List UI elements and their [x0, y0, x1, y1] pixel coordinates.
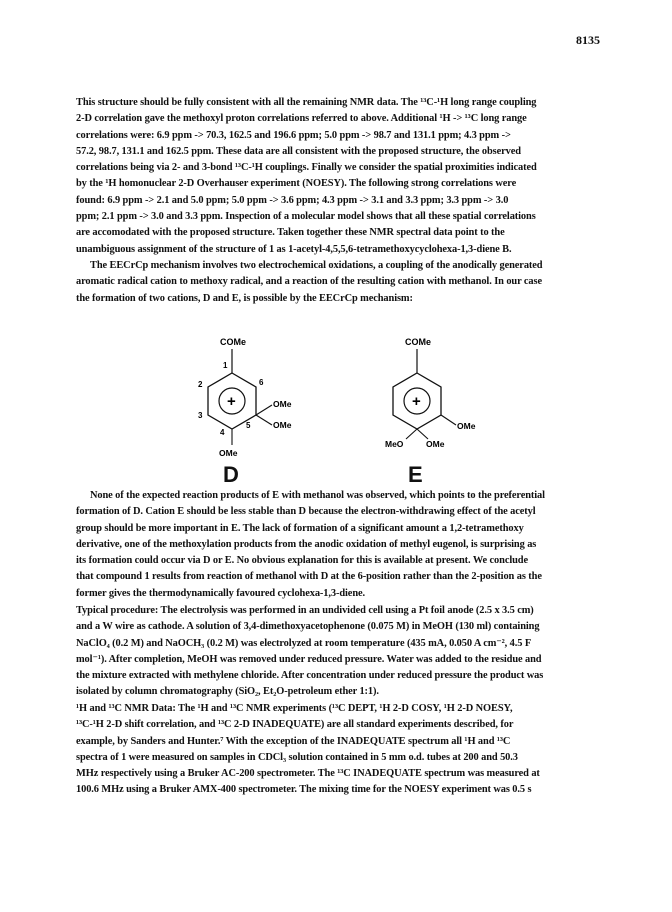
text-line: isolated by column chromatography (SiO₂, Et₂O-petroleum ether 1:1).	[76, 686, 379, 698]
text-line: formation of D. Cation E should be less stable than D because the electron-withdrawing effect of the acetyl	[76, 506, 536, 518]
structure-e-charge: +	[412, 393, 421, 410]
text-line: ¹³C-¹H 2-D shift correlation, and ¹³C 2-D INADEQUATE) are all standard experiments described, for	[76, 719, 514, 731]
text-line: mol⁻¹). After completion, MeOH was removed under reduced pressure. Water was added to the residue and	[76, 653, 542, 665]
structure-d-number-1: 1	[223, 361, 228, 370]
text-line: This structure should be fully consistent with all the remaining NMR data. The ¹³C-¹H long range coupling	[76, 97, 537, 108]
text-line: example, by Sanders and Hunter.⁷ With the exception of the INADEQUATE spectrum all ¹H and ¹³C	[76, 735, 511, 747]
text-line: ppm; 2.1 ppm -> 3.0 and 3.3 ppm. Inspection of a molecular model shows that all these spatial correlations	[76, 211, 536, 223]
page-number: 8135	[576, 33, 600, 47]
text-line: the mixture extracted with methylene chloride. After concentration under reduced pressure the product was	[76, 670, 544, 682]
text-line: None of the expected reaction products of E with methanol was observed, which points to the preferential	[90, 490, 545, 501]
text-line: by the ¹H homonuclear 2-D Overhauser experiment (NOESY). The following strong correlations were	[76, 178, 517, 190]
structure-d-number-4: 4	[220, 428, 225, 437]
text-line: that compound 1 results from reaction of methanol with D at the 6-position rather than the 2-position as the	[76, 571, 542, 583]
structure-d-ome-bottom: OMe	[219, 448, 238, 458]
text-line: are accomodated with the proposed structure. Taken together these NMR spectral data point to the	[76, 227, 505, 239]
structure-e-substituent-top: COMe	[405, 337, 432, 347]
structure-d-ome-right-top: OMe	[273, 399, 292, 409]
structure-d-number-3: 3	[198, 411, 203, 420]
text-line: its formation could occur via D or E. No obvious explanation for this is available at present. We conclude	[76, 555, 528, 567]
text-line: Typical procedure: The electrolysis was performed in an undivided cell using a Pt foil anode (2.5 x 3.5 cm)	[76, 605, 534, 616]
text-line: aromatic radical cation to methoxy radical, and a reaction of the resulting cation with methanol. In our case	[76, 276, 542, 288]
structure-d-number-5: 5	[246, 421, 251, 430]
text-line: found: 6.9 ppm -> 2.1 and 5.0 ppm; 5.0 ppm -> 3.6 ppm; 4.3 ppm -> 3.1 and 3.3 ppm; 3.3 ppm -> 3.0	[76, 194, 509, 206]
text-line: unambiguous assignment of the structure of 1 as 1-acetyl-4,5,5,6-tetramethoxycyclohexa-1,3-diene B.	[76, 243, 512, 255]
text-line: MHz respectively using a Bruker AC-200 spectrometer. The ¹³C INADEQUATE spectrum was measured at	[76, 768, 540, 780]
text-line: spectra of 1 were measured on samples in CDCl₃ solution contained in 5 mm o.d. tubes at 200 and 50.3	[76, 751, 518, 763]
paragraph-nmr-structure	[76, 95, 610, 258]
structure-e-meo-bottom-left: MeO	[385, 439, 404, 449]
paragraph-nmr-data	[76, 701, 610, 799]
structure-d-ome-right-bottom: OMe	[273, 420, 292, 430]
text-line: 2-D correlation gave the methoxyl proton correlations referred to above. Additional ¹H -> ¹³C long range	[76, 113, 527, 125]
paragraph-procedure	[76, 603, 610, 701]
structure-e-ome-right: OMe	[457, 421, 476, 431]
text-line: derivative, one of the methoxylation products from the anodic oxidation of methyl eugenol, is surprising as	[76, 538, 537, 550]
text-line: former gives the thermodynamically favoured cyclohexa-1,3-diene.	[76, 587, 366, 599]
text-line: The EECrCp mechanism involves two electrochemical oxidations, a coupling of the anodically generated	[90, 260, 543, 271]
paragraph-discussion	[76, 488, 610, 602]
text-line: correlations were: 6.9 ppm -> 70.3, 162.5 and 196.6 ppm; 5.0 ppm -> 98.7 and 131.1 ppm; 4.3 ppm ->	[76, 129, 511, 141]
structure-d-number-6: 6	[259, 378, 264, 387]
structure-e-ome-bottom-right: OMe	[426, 439, 445, 449]
text-line: the formation of two cations, D and E, is possible by the EECrCp mechanism:	[76, 292, 413, 304]
structure-d-number-2: 2	[198, 380, 203, 389]
structure-e-diagram	[360, 335, 520, 485]
structure-d-diagram	[180, 335, 340, 485]
structure-d-charge: +	[227, 393, 236, 410]
structure-d-substituent-top: COMe	[220, 337, 247, 347]
text-line: correlations being via 2- and 3-bond ¹³C-¹H couplings. Finally we consider the spatial proximities indicated	[76, 162, 537, 174]
text-line: ¹H and ¹³C NMR Data: The ¹H and ¹³C NMR experiments (¹³C DEPT, ¹H 2-D COSY, ¹H 2-D NOESY,	[76, 703, 513, 714]
structure-e-label: E	[408, 462, 423, 487]
paragraph-mechanism	[76, 258, 610, 307]
text-line: 57.2, 98.7, 131.1 and 162.5 ppm. These data are all consistent with the proposed structure, the observed	[76, 145, 521, 157]
text-line: and a W wire as cathode. A solution of 3,4-dimethoxyacetophenone (0.075 M) in MeOH (130 ml) containing	[76, 621, 540, 633]
text-line: 100.6 MHz using a Bruker AMX-400 spectrometer. The mixing time for the NOESY experiment was 0.5 s	[76, 784, 532, 796]
structure-d-label: D	[223, 462, 239, 487]
text-line: NaClO₄ (0.2 M) and NaOCH₃ (0.2 M) was electrolyzed at room temperature (435 mA, 0.050 A cm⁻², 4.5 F	[76, 637, 532, 649]
text-line: group should be more important in E. The lack of formation of a significant amount a 1,2-tetramethoxy	[76, 522, 524, 534]
